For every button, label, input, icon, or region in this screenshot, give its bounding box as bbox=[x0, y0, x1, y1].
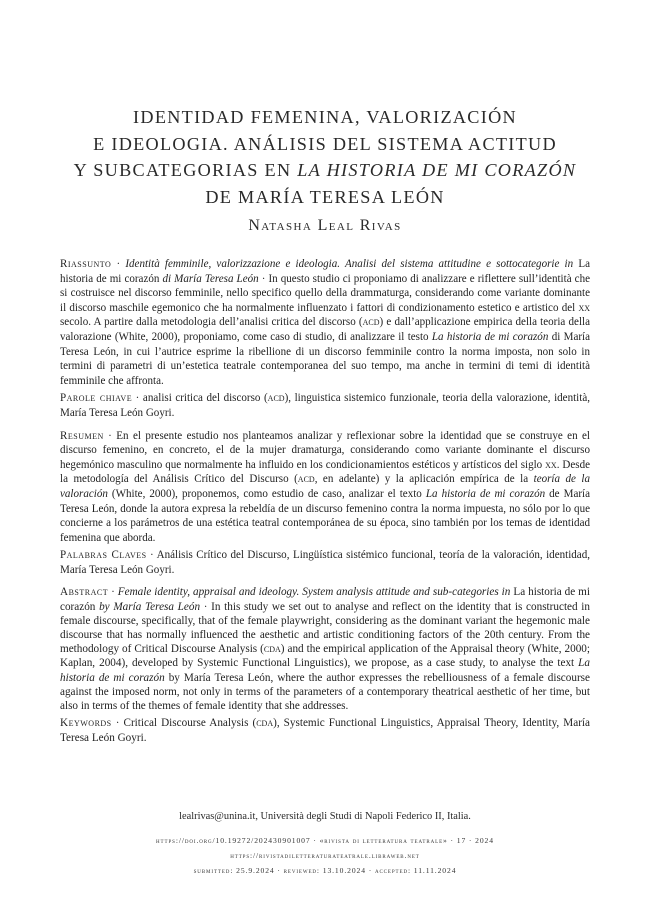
abstract-paragraph: Abstract · Female identity, appraisal and ideology. System analysis attitude and sub-categories in La historia de mi corazón by María Teresa León · In this study we set out to analyse and reflect on the identity that is constructed in female discourse, specifically, that of the female playwright, considering as the dominant variant the hegemonic male discourse that has normally influenced the aesthetic and artistic conditioning factors of the 20th century. From the methodology of Critical Discourse Analysis (cda) and the empirical application of the Appraisal theory (White, 2000; Kaplan, 2004), developed by Systemic Functional Linguistics), we propose, as a case study, to analyse the text La historia de mi corazón by María Teresa León, where the author expresses the rebelliousness of a female discourse against the imposed norm, not only in terms of the parameters of a contemporary theatrical aesthetic of her time, but also in terms of the themes of female identity that she addresses. bbox=[60, 586, 591, 713]
title-line-3-prefix: Y SUBCATEGORIAS EN bbox=[73, 160, 298, 180]
title-line-2: E IDEOLOGIA. ANÁLISIS DEL SISTEMA ACTITUD bbox=[93, 133, 557, 154]
parole-chiave-paragraph: Parole chiave · analisi critica del discorso (acd), linguistica sistemico funzionale, teoria della valorazione, identità, María Teresa León Goyri. bbox=[60, 392, 590, 419]
keywords-paragraph: Keywords · Critical Discourse Analysis (cda), Systemic Functional Linguistics, Appraisal Theory, Identity, María Teresa León Goyri. bbox=[60, 717, 590, 744]
title-line-1: IDENTIDAD FEMENINA, VALORIZACIÓN bbox=[133, 107, 517, 127]
author-affiliation: lealrivas@unina.it, Università degli Studi di Napoli Federico II, Italia. bbox=[179, 811, 471, 822]
riassunto-label: Riassunto bbox=[60, 258, 112, 270]
author-name: Natasha Leal Rivas bbox=[248, 217, 402, 234]
abstract-label: Abstract bbox=[60, 586, 109, 599]
title-line-3 bbox=[40, 157, 610, 184]
palabras-claves-label: Palabras Claves bbox=[60, 549, 147, 562]
keywords-label: Keywords bbox=[60, 717, 112, 730]
article-title bbox=[40, 104, 610, 210]
title-line-4: DE MARÍA TERESA LEÓN bbox=[205, 186, 445, 207]
riassunto-paragraph: Riassunto · Identità femminile, valorizzazione e ideologia. Analisi del sistema attitudine e sottocategorie in La historia de mi corazón di María Teresa León · In questo studio ci proponiamo di analizzare e riflettere sull’identità che si costruisce nel discorso femminile, nello specifico quello della drammaturga, considerando come variante dominante il discorso maschile egemonico che ha normalmente influenzato i fattori di condizionamento estetico e artistico del xx secolo. A partire dalla metodologia dell’analisi critica del discorso (acd) e dall’applicazione empirica della teoria della valorazione (White, 2000), proponiamo, come caso di studio, di analizzare il testo La historia de mi corazón di María Teresa León, in cui l’autrice esprime la ribellione di un discorso femminile contro la norma imposta, non solo in termini di parametri di un’estetica teatrale contemporanea del suo tempo, ma anche in termini di temi di identità femminile che affronta. bbox=[60, 258, 591, 387]
submission-dates: submitted: 25.9.2024 · reviewed: 13.10.2024 · accepted: 11.11.2024 bbox=[193, 866, 457, 875]
parole-chiave-label: Parole chiave bbox=[60, 392, 133, 405]
resumen-label: Resumen bbox=[60, 429, 104, 442]
page-footer bbox=[40, 810, 610, 876]
journal-url: https://rivistadiletteraturateatrale.libraweb.net bbox=[230, 851, 420, 860]
title-work-italic: LA HISTORIA DE MI CORAZÓN bbox=[297, 160, 577, 180]
resumen-paragraph: Resumen · En el presente estudio nos planteamos analizar y reflexionar sobre la identidad que se construye en el discurso femenino, en concreto, el de la mujer dramaturga, considerando como variante dominante el discurso hegemónico masculino que normalmente ha influido en los condicionamientos estéticos y artísticos del siglo xx. Desde la metodología del Análisis Crítico del Discurso (acd, en adelante) y la aplicación empírica de la teoría de la valoración (White, 2000), proponemos, como estudio de caso, analizar el texto La historia de mi corazón de María Teresa León, donde la autora expresa la rebeldía de un discurso femenino contra la norma impuesta, no sólo por lo que concierne a los parámetros de una estética teatral contemporánea de su época, sino también por los temas de identidad femenina que aborda. bbox=[60, 429, 590, 544]
doi-line: https://doi.org/10.19272/202430901007 · «rivista di letteratura teatrale» · 17 · 2024 bbox=[156, 836, 494, 845]
abstracts-section bbox=[60, 257, 590, 745]
palabras-claves-paragraph: Palabras Claves · Análisis Crítico del Discurso, Lingüística sistémico funcional, teoría de la valoración, identidad, María Teresa León Goyri. bbox=[60, 549, 590, 576]
